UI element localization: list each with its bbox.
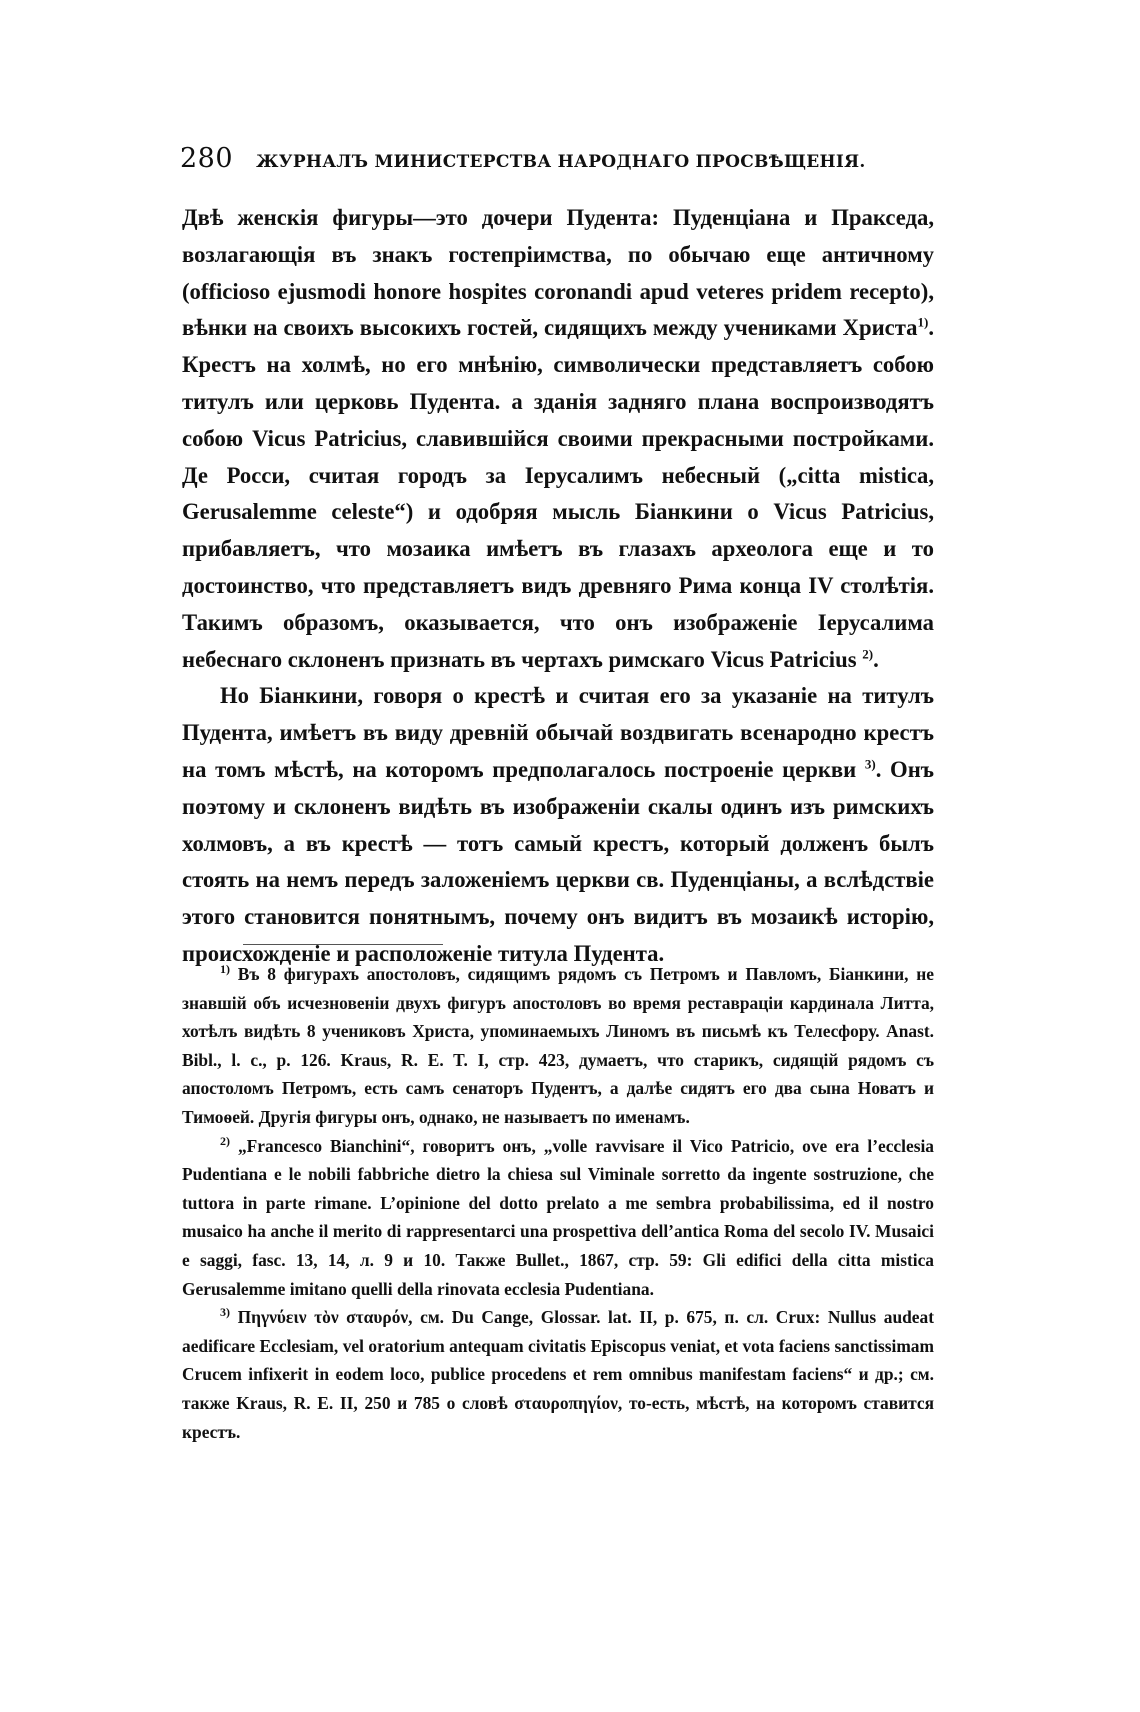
footnote-marker: 1) [220, 962, 230, 977]
footnote [182, 1132, 934, 1304]
footnote-reference: 2) [862, 646, 874, 661]
footnote-text: „Francesco Bianchini“, говоритъ онъ, „volle ravvisare il Vico Patricio, ove era l’ecclesia Pudentiana e le nobili fabbriche dietro la chiesa sul Viminale sorretto da ingente sostruzione, che tuttora in parte rimane. L’opinione del dotto prelato a me sembra probabilissima, ed il nostro musaico ha anche il merito di rappresentarci una prospettiva dell’antica Roma del secolo IV. Musaici e saggi, fasc. 13, 14, л. 9 и 10. Также Bullet., 1867, стр. 59: Gli edifici della citta mistica Gerusalemme imitano quelli della rinovata ecclesia Pudentiana. [182, 1135, 934, 1299]
running-header [180, 143, 940, 183]
text-segment: . Крестъ на холмѣ, но его мнѣнію, символически представляетъ собою титулъ или церковь Пудента. а зданія задняго плана воспроизводятъ собою Vicus Patricius, славившійся своими прекрасными постройками. Де Росси, считая городъ за Іерусалимъ небесный („citta mistica, Gerusalemme celeste“) и одобряя мысль Біанкини о Vicus Patricius, прибавляетъ, что мозаика имѣетъ въ глазахъ археолога еще и то достоинство, что представляетъ видъ древняго Рима конца IV столѣтія. Такимъ образомъ, оказывается, что онъ изображеніе Іерусалима небеснаго склоненъ признать въ чертахъ римскаго Vicus Patricius [182, 315, 934, 672]
footnote-divider [243, 944, 443, 945]
text-segment: Двѣ женскія фигуры—это дочери Пудента: Пуденціана и Пракседа, возлагающія въ знакъ гостепріимства, по обычаю еще античному (officioso ejusmodi honore hospites coronandi apud veteres pridem recepto), вѣнки на своихъ высокихъ гостей, сидящихъ между учениками Христа [182, 205, 934, 341]
paragraph [182, 678, 934, 972]
paragraph [182, 200, 934, 678]
footnote [182, 1303, 934, 1446]
footnote-text: Πηγνύειν τὸν σταυρόν, см. Du Cange, Glossar. lat. II, p. 675, п. сл. Crux: Nullus audeat aedificare Ecclesiam, vel oratorium antequam civitatis Episcopus veniat, et vota faciens sanctissimam Crucem infixerit in eodem loco, publice procedens et rem omnibus manifestam faciens“ и др.; см. также Kraus, R. E. II, 250 и 785 о словѣ σταυροπηγίον, то-есть, мѣстѣ, на которомъ ставится крестъ. [182, 1307, 934, 1442]
text-segment: . [873, 646, 879, 672]
page-number: 280 [180, 143, 234, 174]
footnote-text: Въ 8 фигурахъ апостоловъ, сидящимъ рядомъ съ Петромъ и Павломъ, Біанкини, не знавшій объ исчезновеніи двухъ фигуръ апостоловъ во время реставраціи кардинала Литта, хотѣлъ видѣть 8 учениковъ Христа, упоминаемыхъ Линомъ въ письмѣ къ Телесфору. Anast. Bibl., l. c., p. 126. Kraus, R. E. T. I, стр. 423, думаетъ, что старикъ, сидящій рядомъ съ апостоломъ Петромъ, есть самъ сенаторъ Пудентъ, а далѣе сидятъ его два сына Новатъ и Тимоѳей. Другія фигуры онъ, однако, не называетъ по именамъ. [182, 964, 934, 1127]
footnote-marker: 2) [220, 1133, 230, 1148]
text-segment: . Онъ поэтому и склоненъ видѣть въ изображеніи скалы одинъ изъ римскихъ холмовъ, а въ крестѣ — тотъ самый крестъ, который долженъ былъ стоять на немъ передъ заложеніемъ церкви св. Пуденціаны, а вслѣдствіе этого становится понятнымъ, почему онъ видитъ въ мозаикѣ исторію, происхожденіе и расположеніе титула Пудента. [182, 756, 934, 966]
footnote-reference: 1) [917, 314, 929, 330]
footnote-reference: 3) [864, 756, 876, 772]
footnote-marker: 3) [220, 1305, 230, 1320]
footnote [182, 960, 934, 1132]
text-segment: Но Біанкини, говоря о крестѣ и считая его за указаніе на титулъ Пудента, имѣетъ въ виду древній обычай воздвигать всенародно крестъ на томъ мѣстѣ, на которомъ предполагалось построеніе церкви [182, 683, 934, 782]
footnotes [182, 960, 934, 1446]
body-text [182, 200, 934, 973]
running-title: ЖУРНАЛЪ МИНИСТЕРСТВА НАРОДНАГО ПРОСВѢЩЕНІЯ. [256, 152, 866, 172]
